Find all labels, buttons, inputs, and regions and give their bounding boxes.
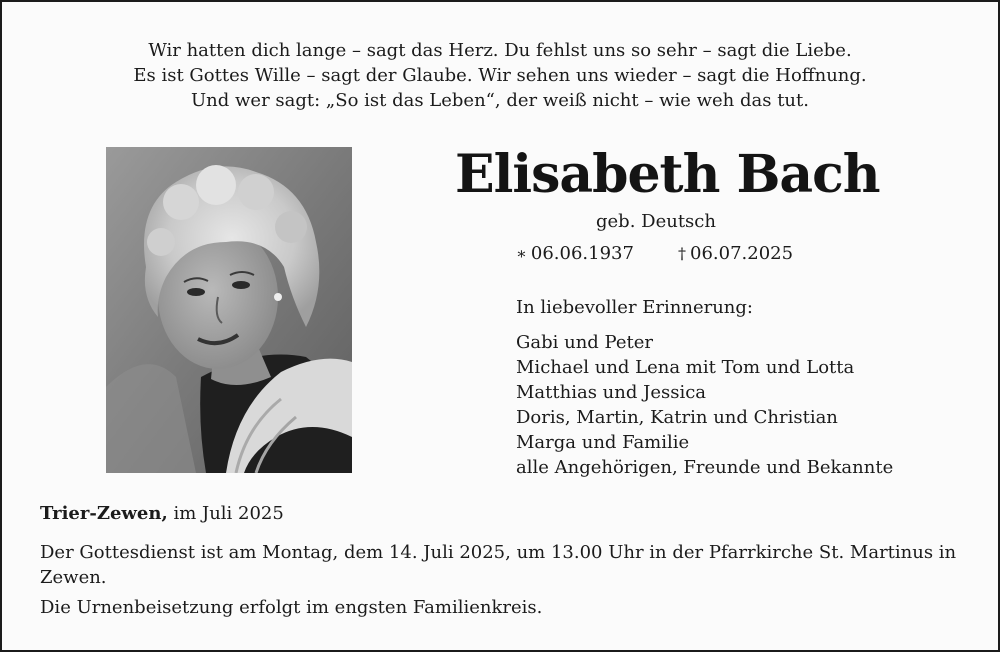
list-item: Michael und Lena mit Tom und Lotta [516,357,855,378]
month-date: im Juli 2025 [167,503,284,524]
deceased-name: Elisabeth Bach [455,144,880,205]
list-item: Matthias und Jessica [516,382,707,403]
birth-date: 06.06.1937 [530,243,634,264]
list-item: alle Angehörigen, Freunde und Bekannte [516,457,894,478]
death-date: 06.07.2025 [690,243,794,264]
life-dates [516,243,794,264]
poem-line: Wir hatten dich lange – sagt das Herz. Du fehlst uns so sehr – sagt die Liebe. [148,40,852,61]
burial-notice: Die Urnenbeisetzung erfolgt im engsten Familienkreis. [40,597,543,618]
poem-line: Es ist Gottes Wille – sagt der Glaube. Wir sehen uns wieder – sagt die Hoffnung. [133,65,867,86]
poem-line: Und wer sagt: „So ist das Leben“, der weiß nicht – wie weh das tut. [191,90,809,111]
poem [2,38,998,113]
mourners-list [516,330,893,480]
maiden-name: geb. Deutsch [596,211,716,232]
birth-star-icon: ∗ [516,244,527,263]
service-notice: Der Gottesdienst ist am Montag, dem 14. Juli 2025, um 13.00 Uhr in der Pfarrkirche St. Martinus in Zewen. [40,542,957,588]
place-date-line [40,503,284,524]
cross-icon: † [678,244,686,263]
place: Trier-Zewen, [40,503,168,524]
memory-heading: In liebevoller Erinnerung: [516,297,753,318]
portrait-photo-icon [106,147,352,473]
death-date-group [678,243,793,264]
list-item: Gabi und Peter [516,332,653,353]
list-item: Marga und Familie [516,432,690,453]
portrait-photo [106,147,352,473]
list-item: Doris, Martin, Katrin und Christian [516,407,838,428]
